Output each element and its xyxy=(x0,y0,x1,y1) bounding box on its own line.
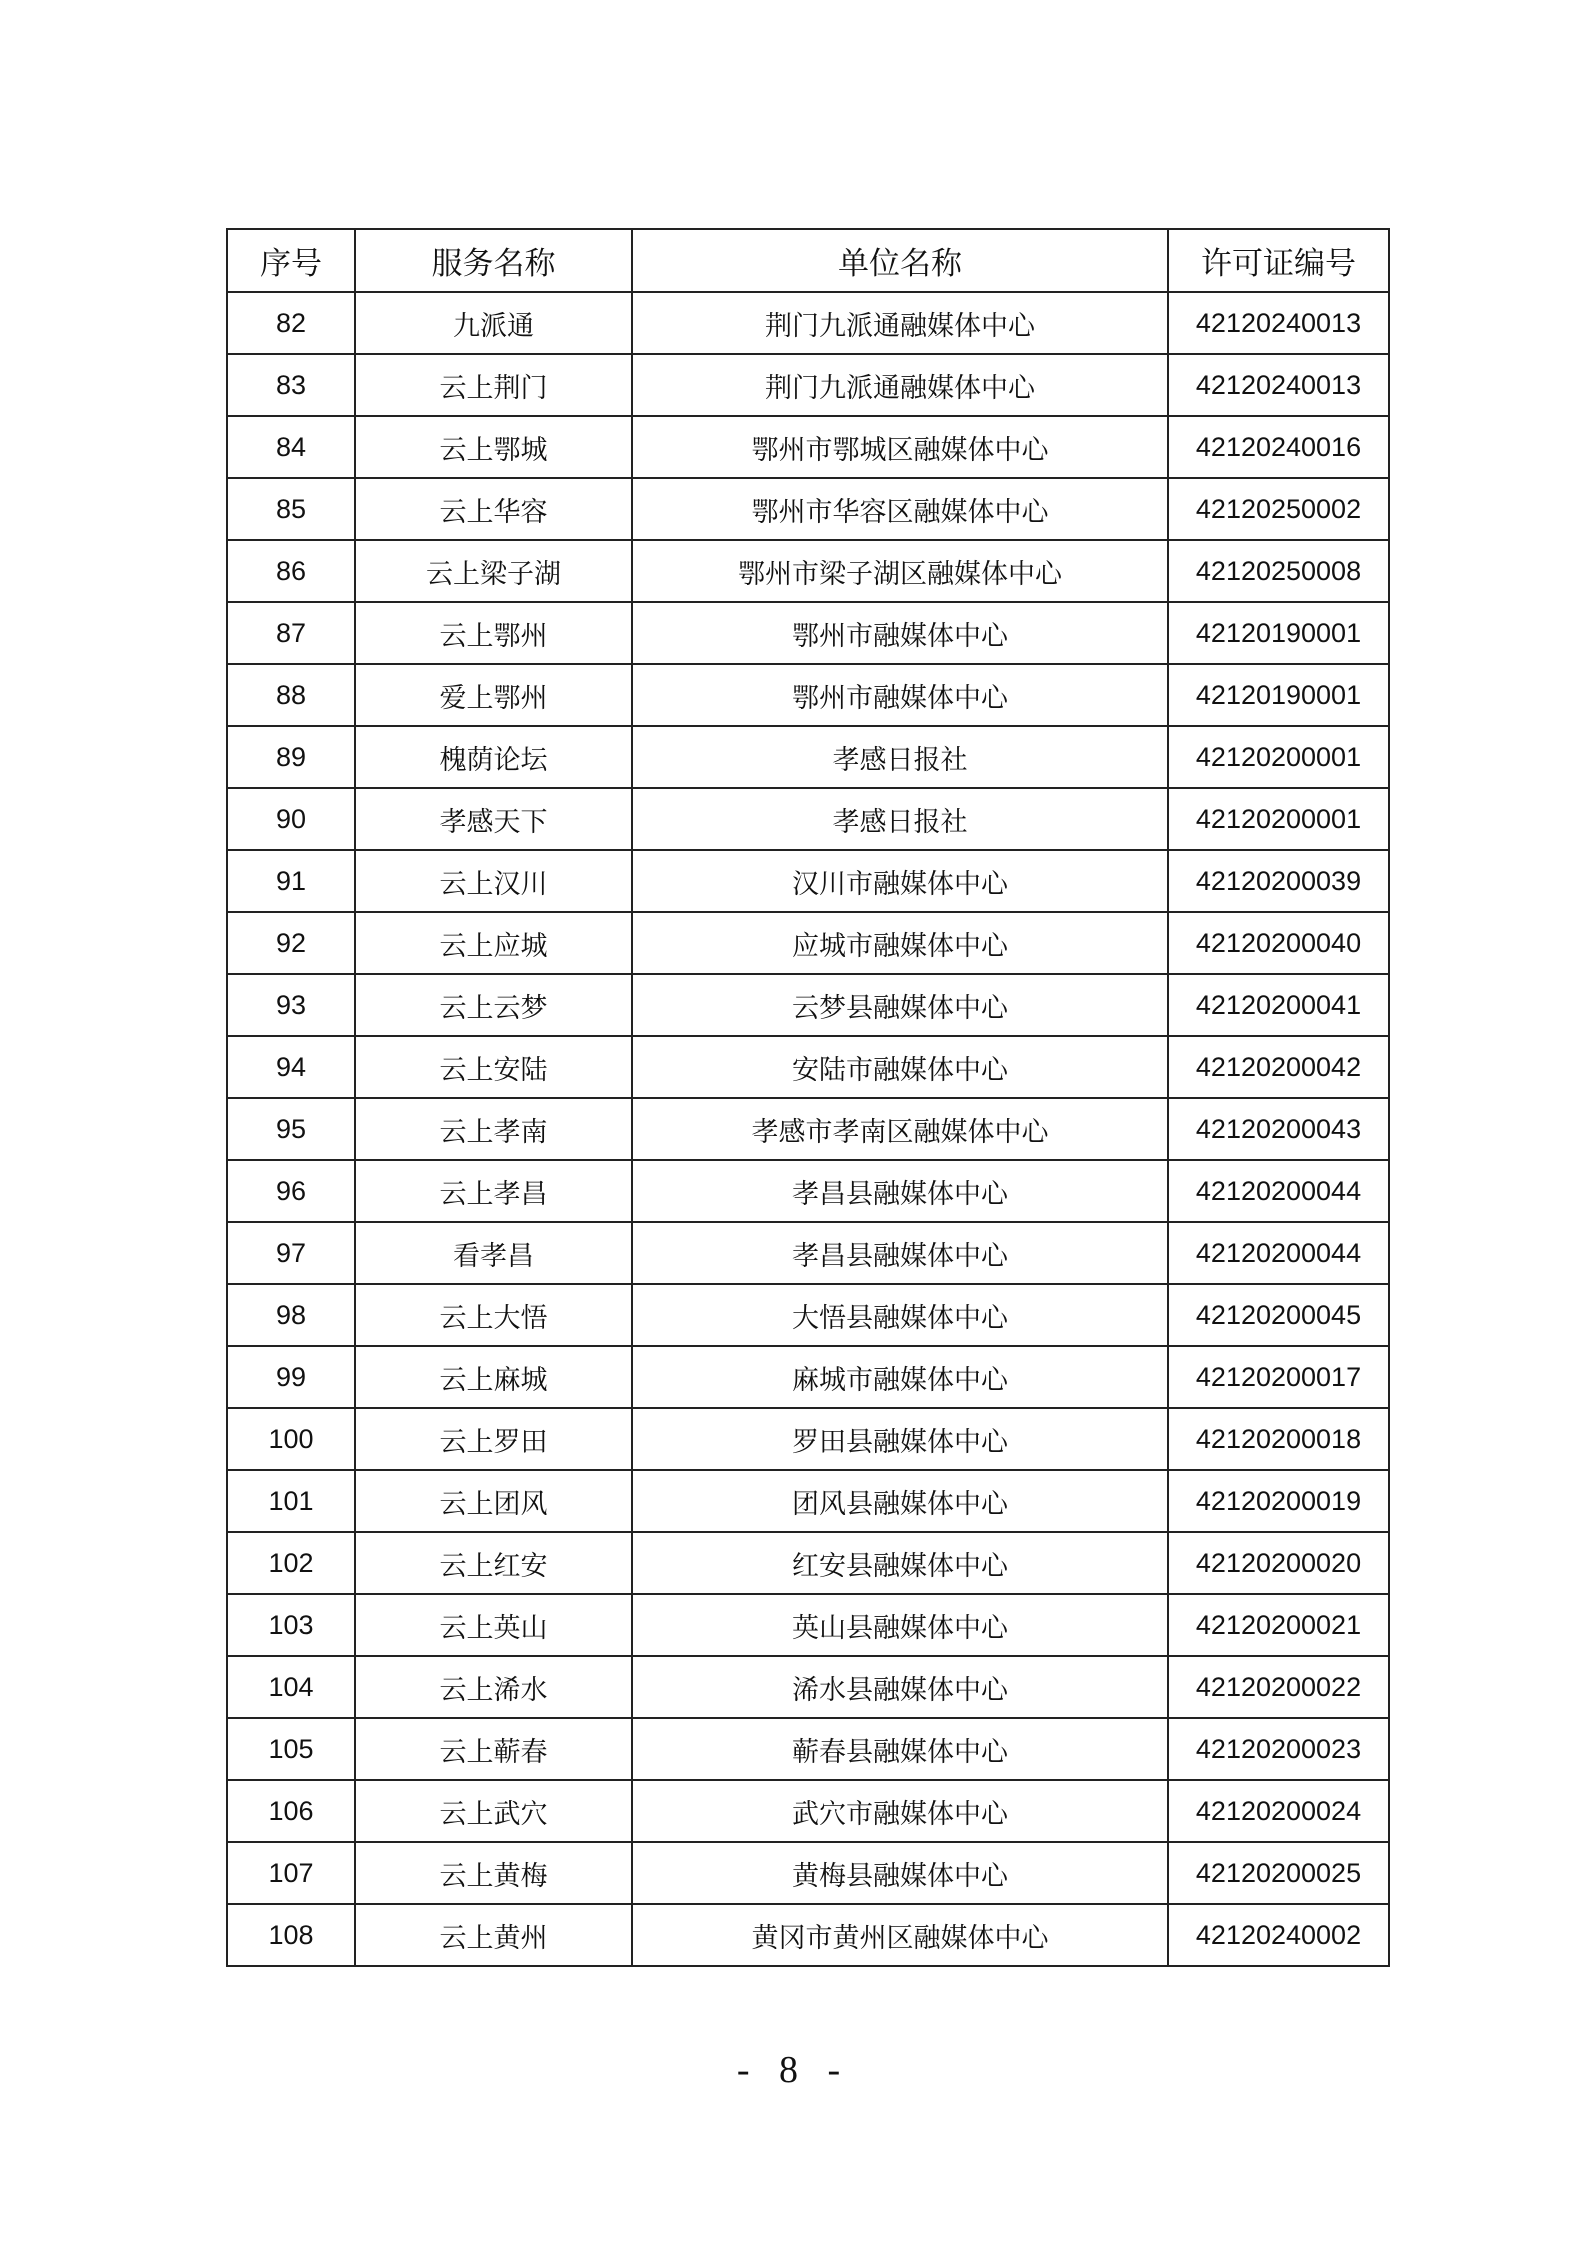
table-row xyxy=(227,1222,1389,1284)
cell-service-name: 九派通 xyxy=(355,292,632,354)
cell-index: 108 xyxy=(227,1904,355,1966)
license-table xyxy=(226,228,1390,1967)
cell-license-no: 42120200017 xyxy=(1168,1346,1389,1408)
cell-index: 104 xyxy=(227,1656,355,1718)
cell-service-name: 云上大悟 xyxy=(355,1284,632,1346)
table-row xyxy=(227,602,1389,664)
cell-organization: 黄梅县融媒体中心 xyxy=(632,1842,1168,1904)
cell-service-name: 云上梁子湖 xyxy=(355,540,632,602)
cell-index: 96 xyxy=(227,1160,355,1222)
cell-index: 95 xyxy=(227,1098,355,1160)
cell-service-name: 云上蕲春 xyxy=(355,1718,632,1780)
header-organization: 单位名称 xyxy=(632,229,1168,292)
table-row xyxy=(227,788,1389,850)
cell-index: 98 xyxy=(227,1284,355,1346)
cell-index: 88 xyxy=(227,664,355,726)
cell-organization: 汉川市融媒体中心 xyxy=(632,850,1168,912)
table-row xyxy=(227,1532,1389,1594)
cell-license-no: 42120200044 xyxy=(1168,1160,1389,1222)
cell-service-name: 云上安陆 xyxy=(355,1036,632,1098)
cell-organization: 孝昌县融媒体中心 xyxy=(632,1222,1168,1284)
cell-index: 100 xyxy=(227,1408,355,1470)
cell-service-name: 云上鄂城 xyxy=(355,416,632,478)
cell-service-name: 槐荫论坛 xyxy=(355,726,632,788)
cell-service-name: 云上罗田 xyxy=(355,1408,632,1470)
cell-license-no: 42120200025 xyxy=(1168,1842,1389,1904)
cell-service-name: 云上华容 xyxy=(355,478,632,540)
cell-service-name: 云上汉川 xyxy=(355,850,632,912)
cell-license-no: 42120250002 xyxy=(1168,478,1389,540)
cell-organization: 蕲春县融媒体中心 xyxy=(632,1718,1168,1780)
cell-license-no: 42120200041 xyxy=(1168,974,1389,1036)
cell-license-no: 42120200022 xyxy=(1168,1656,1389,1718)
cell-organization: 鄂州市融媒体中心 xyxy=(632,664,1168,726)
cell-index: 106 xyxy=(227,1780,355,1842)
cell-index: 82 xyxy=(227,292,355,354)
cell-service-name: 云上荆门 xyxy=(355,354,632,416)
cell-organization: 云梦县融媒体中心 xyxy=(632,974,1168,1036)
table-row xyxy=(227,1780,1389,1842)
cell-index: 84 xyxy=(227,416,355,478)
cell-license-no: 42120200019 xyxy=(1168,1470,1389,1532)
cell-license-no: 42120200044 xyxy=(1168,1222,1389,1284)
cell-organization: 麻城市融媒体中心 xyxy=(632,1346,1168,1408)
cell-organization: 武穴市融媒体中心 xyxy=(632,1780,1168,1842)
cell-organization: 荆门九派通融媒体中心 xyxy=(632,354,1168,416)
cell-index: 90 xyxy=(227,788,355,850)
cell-service-name: 看孝昌 xyxy=(355,1222,632,1284)
cell-license-no: 42120190001 xyxy=(1168,664,1389,726)
cell-organization: 鄂州市融媒体中心 xyxy=(632,602,1168,664)
cell-service-name: 云上英山 xyxy=(355,1594,632,1656)
table-row xyxy=(227,850,1389,912)
cell-service-name: 云上浠水 xyxy=(355,1656,632,1718)
cell-index: 107 xyxy=(227,1842,355,1904)
cell-organization: 鄂州市华容区融媒体中心 xyxy=(632,478,1168,540)
table-header-row xyxy=(227,229,1389,292)
cell-license-no: 42120190001 xyxy=(1168,602,1389,664)
cell-service-name: 云上武穴 xyxy=(355,1780,632,1842)
cell-license-no: 42120200040 xyxy=(1168,912,1389,974)
page-number: - 8 - xyxy=(736,2049,851,2091)
table-row xyxy=(227,1842,1389,1904)
cell-organization: 鄂州市梁子湖区融媒体中心 xyxy=(632,540,1168,602)
cell-license-no: 42120250008 xyxy=(1168,540,1389,602)
cell-organization: 孝感日报社 xyxy=(632,726,1168,788)
cell-organization: 黄冈市黄州区融媒体中心 xyxy=(632,1904,1168,1966)
cell-organization: 孝昌县融媒体中心 xyxy=(632,1160,1168,1222)
cell-service-name: 云上孝昌 xyxy=(355,1160,632,1222)
cell-license-no: 42120200045 xyxy=(1168,1284,1389,1346)
cell-license-no: 42120200001 xyxy=(1168,788,1389,850)
cell-service-name: 云上应城 xyxy=(355,912,632,974)
cell-index: 91 xyxy=(227,850,355,912)
cell-service-name: 爱上鄂州 xyxy=(355,664,632,726)
cell-license-no: 42120200018 xyxy=(1168,1408,1389,1470)
table-row xyxy=(227,1904,1389,1966)
cell-index: 101 xyxy=(227,1470,355,1532)
cell-organization: 荆门九派通融媒体中心 xyxy=(632,292,1168,354)
cell-index: 86 xyxy=(227,540,355,602)
table-row xyxy=(227,664,1389,726)
header-license-no: 许可证编号 xyxy=(1168,229,1389,292)
cell-index: 103 xyxy=(227,1594,355,1656)
table-row xyxy=(227,540,1389,602)
cell-organization: 团风县融媒体中心 xyxy=(632,1470,1168,1532)
cell-license-no: 42120240013 xyxy=(1168,354,1389,416)
cell-service-name: 云上黄梅 xyxy=(355,1842,632,1904)
cell-license-no: 42120200020 xyxy=(1168,1532,1389,1594)
cell-index: 85 xyxy=(227,478,355,540)
table-row xyxy=(227,1036,1389,1098)
table-row xyxy=(227,1718,1389,1780)
cell-license-no: 42120240013 xyxy=(1168,292,1389,354)
header-index: 序号 xyxy=(227,229,355,292)
cell-organization: 孝感市孝南区融媒体中心 xyxy=(632,1098,1168,1160)
cell-service-name: 云上孝南 xyxy=(355,1098,632,1160)
cell-index: 97 xyxy=(227,1222,355,1284)
cell-organization: 英山县融媒体中心 xyxy=(632,1594,1168,1656)
cell-license-no: 42120240016 xyxy=(1168,416,1389,478)
table-row xyxy=(227,1098,1389,1160)
table-row xyxy=(227,1594,1389,1656)
cell-organization: 红安县融媒体中心 xyxy=(632,1532,1168,1594)
cell-license-no: 42120200042 xyxy=(1168,1036,1389,1098)
cell-service-name: 云上麻城 xyxy=(355,1346,632,1408)
cell-license-no: 42120200043 xyxy=(1168,1098,1389,1160)
table-row xyxy=(227,1160,1389,1222)
table-row xyxy=(227,416,1389,478)
table-row xyxy=(227,1656,1389,1718)
cell-index: 102 xyxy=(227,1532,355,1594)
cell-index: 89 xyxy=(227,726,355,788)
cell-index: 92 xyxy=(227,912,355,974)
cell-license-no: 42120200024 xyxy=(1168,1780,1389,1842)
cell-service-name: 云上云梦 xyxy=(355,974,632,1036)
cell-organization: 安陆市融媒体中心 xyxy=(632,1036,1168,1098)
cell-index: 105 xyxy=(227,1718,355,1780)
cell-index: 93 xyxy=(227,974,355,1036)
cell-index: 83 xyxy=(227,354,355,416)
header-service-name: 服务名称 xyxy=(355,229,632,292)
table-row xyxy=(227,478,1389,540)
table-row xyxy=(227,912,1389,974)
cell-index: 87 xyxy=(227,602,355,664)
table-row xyxy=(227,1284,1389,1346)
cell-license-no: 42120200001 xyxy=(1168,726,1389,788)
table-row xyxy=(227,1346,1389,1408)
table-row xyxy=(227,292,1389,354)
cell-index: 99 xyxy=(227,1346,355,1408)
table-row xyxy=(227,726,1389,788)
cell-license-no: 42120200021 xyxy=(1168,1594,1389,1656)
table-row xyxy=(227,354,1389,416)
cell-organization: 孝感日报社 xyxy=(632,788,1168,850)
cell-organization: 浠水县融媒体中心 xyxy=(632,1656,1168,1718)
cell-service-name: 云上团风 xyxy=(355,1470,632,1532)
cell-organization: 罗田县融媒体中心 xyxy=(632,1408,1168,1470)
cell-license-no: 42120200023 xyxy=(1168,1718,1389,1780)
cell-license-no: 42120240002 xyxy=(1168,1904,1389,1966)
cell-organization: 鄂州市鄂城区融媒体中心 xyxy=(632,416,1168,478)
cell-organization: 大悟县融媒体中心 xyxy=(632,1284,1168,1346)
cell-service-name: 孝感天下 xyxy=(355,788,632,850)
table-row xyxy=(227,974,1389,1036)
cell-organization: 应城市融媒体中心 xyxy=(632,912,1168,974)
cell-license-no: 42120200039 xyxy=(1168,850,1389,912)
cell-service-name: 云上红安 xyxy=(355,1532,632,1594)
cell-service-name: 云上黄州 xyxy=(355,1904,632,1966)
table-row xyxy=(227,1408,1389,1470)
cell-index: 94 xyxy=(227,1036,355,1098)
cell-service-name: 云上鄂州 xyxy=(355,602,632,664)
table-row xyxy=(227,1470,1389,1532)
